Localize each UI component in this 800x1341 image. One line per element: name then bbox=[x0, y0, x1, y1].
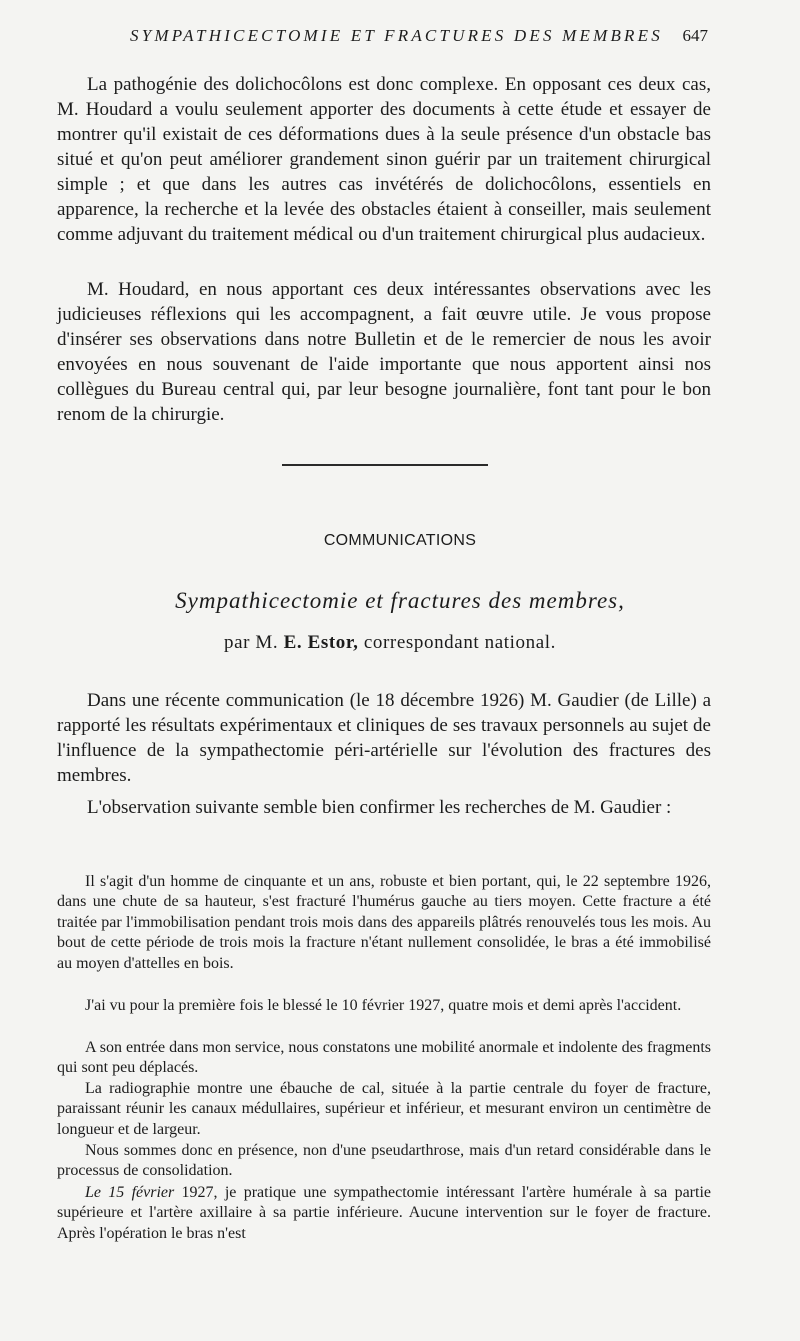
observation-paragraph bbox=[57, 1183, 711, 1244]
observation-paragraph: Nous sommes donc en présence, non d'une pseudarthrose, mais d'un retard considérable dans le processus de consolidation. bbox=[57, 1142, 711, 1180]
byline-prefix: par M. bbox=[224, 632, 284, 653]
observation-paragraph: A son entrée dans mon service, nous constatons une mobilité anormale et indolente des fragments qui sont peu déplacés. bbox=[57, 1039, 711, 1077]
article-byline bbox=[0, 632, 780, 654]
page-number: 647 bbox=[682, 26, 708, 45]
article-title: Sympathicectomie et fractures des membres, bbox=[175, 588, 625, 613]
section-heading: COMMUNICATIONS bbox=[323, 532, 477, 549]
body-paragraph: L'observation suivante semble bien confirmer les recherches de M. Gaudier : bbox=[87, 797, 672, 818]
observation-paragraph: J'ai vu pour la première fois le blessé le 10 février 1927, quatre mois et demi après l'accident. bbox=[85, 997, 682, 1014]
body-paragraph: Dans une récente communication (le 18 décembre 1926) M. Gaudier (de Lille) a rapporté les résultats expérimentaux et cliniques de ses travaux personnels au sujet de l'influence de la sympathectomie péri-artérielle sur l'évolution des fractures des membres. bbox=[57, 690, 711, 786]
observation-paragraph: Il s'agit d'un homme de cinquante et un ans, robuste et bien portant, qui, le 22 septembre 1926, dans une chute de sa hauteur, s'est fracturé l'humérus gauche au tiers moyen. Cette fracture a été traitée par l'immobilisation pendant trois mois dans des appareils plâtrés renouvelés tous les mois. Au bout de cette période de trois mois la fracture n'étant nullement consolidée, le bras a été immobilisé au moyen d'attelles en bois. bbox=[57, 873, 711, 972]
running-header bbox=[0, 26, 800, 52]
intro-paragraph: La pathogénie des dolichocôlons est donc complexe. En opposant ces deux cas, M. Houdard a voulu seulement apporter des documents à cette étude et essayer de montrer qu'il existait de ces déformations dues à la seule présence d'un obstacle bas situé et qu'on peut améliorer grandement sinon guérir par un traitement chirurgical simple ; et que dans les autres cas invétérés de dolichocôlons, essentiels en apparence, la recherche et la levée des obstacles étaient à conseiller, mais seulement comme adjuvant du traitement médical ou d'un traitement chirurgical plus audacieux. bbox=[57, 74, 711, 245]
observation-date-lead: Le 15 février bbox=[85, 1184, 175, 1201]
byline-author: E. Estor, bbox=[283, 632, 359, 653]
observation-text: 1927, je pratique une sympathectomie intéressant l'artère humérale à sa partie supérieure et l'artère axillaire à sa partie inférieure. Aucune intervention sur le foyer de fracture. Après l'opération le bras n'est bbox=[57, 1184, 711, 1242]
byline-suffix: correspondant national. bbox=[358, 632, 556, 653]
intro-paragraph: M. Houdard, en nous apportant ces deux intéressantes observations avec les judicieuses réflexions qui les accompagnent, a fait œuvre utile. Je vous propose d'insérer ses observations dans notre Bulletin et de le remercier de nous les avoir envoyées en nous souvenant de l'aide importante que nous apportent ainsi nos collègues du Bureau central qui, par leur besogne journalière, font tant pour le bon renom de la chirurgie. bbox=[57, 279, 711, 425]
observation-paragraph: La radiographie montre une ébauche de cal, située à la partie centrale du foyer de fracture, paraissant réunir les canaux médullaires, supérieur et inférieur, et mesurant environ un centimètre de longueur et de largeur. bbox=[57, 1080, 711, 1138]
section-divider bbox=[282, 464, 488, 466]
running-title: SYMPATHICECTOMIE ET FRACTURES DES MEMBRES bbox=[130, 26, 663, 45]
